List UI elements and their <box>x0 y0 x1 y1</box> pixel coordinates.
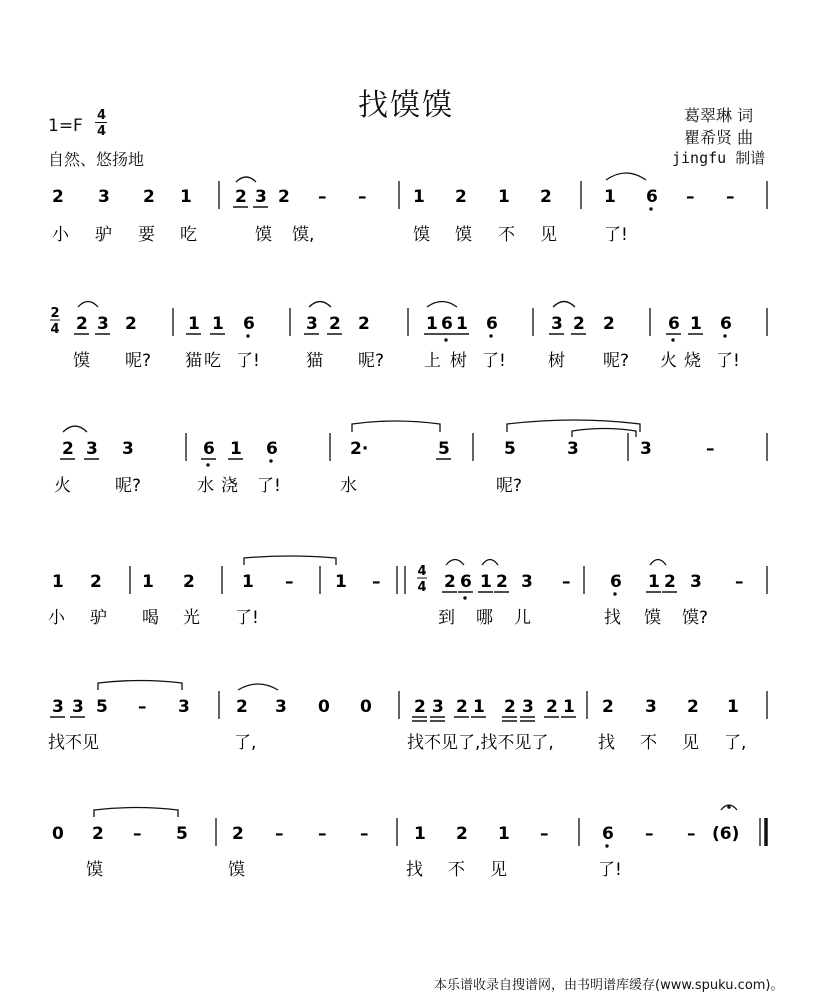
note: 5 <box>438 439 450 459</box>
lyric-syllable: 找 <box>406 860 423 880</box>
composer-credit: 瞿希贤 曲 <box>684 128 754 147</box>
lyrics-layer <box>48 225 746 880</box>
note: 1 <box>426 314 438 334</box>
note: 2 <box>540 187 552 207</box>
lyric-syllable: 找不见 <box>48 733 99 753</box>
low-octave-dot <box>671 338 674 341</box>
note: 6 <box>203 439 215 459</box>
lyricist-credit: 葛翠琳 词 <box>684 106 754 125</box>
note: 3 <box>275 697 287 717</box>
note: 3 <box>72 697 84 717</box>
dash-extension: – <box>562 572 571 592</box>
note: 1 <box>498 824 510 844</box>
lyric-syllable: 呢? <box>125 351 152 371</box>
song-title: 找馍馍 <box>358 88 454 123</box>
slur <box>553 302 575 308</box>
lyric-syllable: 吃 <box>180 225 197 245</box>
lyric-syllable: 馍 <box>86 860 103 880</box>
note: 2· <box>350 439 369 459</box>
lyric-syllable: 不 <box>640 733 657 753</box>
note: 3 <box>522 697 534 717</box>
note: 3 <box>432 697 444 717</box>
note: 3 <box>255 187 267 207</box>
note: 6 <box>266 439 278 459</box>
note: 1 <box>230 439 242 459</box>
dash-extension: – <box>372 572 381 592</box>
slur <box>236 177 256 182</box>
note: 1 <box>480 572 492 592</box>
note: 1 <box>242 572 254 592</box>
lyric-syllable: 了! <box>257 476 281 496</box>
note: 6 <box>243 314 255 334</box>
lyric-syllable: 呢? <box>603 351 630 371</box>
lyric-syllable: 小 <box>52 225 69 245</box>
note: 3 <box>690 572 702 592</box>
lyric-syllable: 了! <box>604 225 628 245</box>
lyric-syllable: 馍? <box>682 608 709 628</box>
note: 3 <box>52 697 64 717</box>
note: 2 <box>76 314 88 334</box>
lyric-syllable: 要 <box>138 225 155 245</box>
low-octave-dot <box>613 592 616 595</box>
lyric-syllable: 猫 <box>306 351 323 371</box>
dash-extension: – <box>706 439 715 459</box>
note: 2 <box>90 572 102 592</box>
note: 2 <box>125 314 137 334</box>
note: 1 <box>52 572 64 592</box>
note: 1 <box>212 314 224 334</box>
lyric-syllable: 呢? <box>358 351 385 371</box>
time-signature-bottom: 4 <box>417 580 427 595</box>
note: 2 <box>602 697 614 717</box>
note: 6 <box>610 572 622 592</box>
note: 3 <box>306 314 318 334</box>
note: 1 <box>648 572 660 592</box>
lyric-syllable: 了, <box>724 733 747 753</box>
note: 1 <box>456 314 468 334</box>
note: 2 <box>414 697 426 717</box>
note: 2 <box>664 572 676 592</box>
note: 1 <box>335 572 347 592</box>
time-signature-top: 4 <box>417 564 427 579</box>
low-octave-dot <box>605 844 608 847</box>
lyric-syllable: 了! <box>235 608 259 628</box>
note: 3 <box>567 439 579 459</box>
dash-extension: – <box>645 824 654 844</box>
note: 6 <box>668 314 680 334</box>
lyric-syllable: 了! <box>598 860 622 880</box>
lyric-syllable: 火 <box>54 476 71 496</box>
footer-source-note: 本乐谱收录自搜谱网，由书明谱库缓存(www.spuku.com)。 <box>434 978 784 993</box>
low-octave-dot <box>206 463 209 466</box>
note: 0 <box>360 697 372 717</box>
note: 3 <box>86 439 98 459</box>
note: 2 <box>236 697 248 717</box>
lyric-syllable: 浇 <box>221 476 238 496</box>
lyric-syllable: 馍 <box>413 225 430 245</box>
note: 3 <box>178 697 190 717</box>
low-octave-dot <box>463 596 466 599</box>
note: 1 <box>142 572 154 592</box>
lyric-syllable: 驴 <box>90 608 107 628</box>
note: 6 <box>486 314 498 334</box>
lyric-syllable: 上 <box>424 351 441 371</box>
note: 2 <box>92 824 104 844</box>
note: 6 <box>646 187 658 207</box>
note: 3 <box>640 439 652 459</box>
tie <box>244 556 336 565</box>
note: 2 <box>62 439 74 459</box>
lyric-syllable: 找不见了,找不见了, <box>407 733 554 753</box>
note: 2 <box>456 697 468 717</box>
lyric-syllable: 了! <box>716 351 740 371</box>
note: 2 <box>573 314 585 334</box>
dash-extension: – <box>138 697 147 717</box>
lyric-syllable: 不 <box>498 225 515 245</box>
lyric-syllable: 水 <box>340 476 357 496</box>
lyric-syllable: 吃 <box>204 351 221 371</box>
note: 2 <box>329 314 341 334</box>
dash-extension: – <box>318 187 327 207</box>
lyric-syllable: 了, <box>234 733 257 753</box>
slur <box>446 560 464 566</box>
lyric-syllable: 找 <box>598 733 615 753</box>
note: 3 <box>98 187 110 207</box>
lyric-syllable: 猫 <box>185 351 202 371</box>
lyric-syllable: 馍 <box>73 351 90 371</box>
slur <box>309 302 331 308</box>
note: 3 <box>97 314 109 334</box>
dash-extension: – <box>285 572 294 592</box>
lyric-syllable: 火 <box>660 351 677 371</box>
time-signature-bottom: 4 <box>50 322 60 337</box>
note: 1 <box>563 697 575 717</box>
time-signature-top: 2 <box>50 306 60 321</box>
note: 3 <box>551 314 563 334</box>
low-octave-dot <box>246 334 249 337</box>
note: 2 <box>444 572 456 592</box>
lyric-syllable: 馍 <box>228 860 245 880</box>
note: 1 <box>413 187 425 207</box>
slur <box>606 173 646 180</box>
lyric-syllable: 馍 <box>644 608 661 628</box>
low-octave-dot <box>269 459 272 462</box>
lyric-syllable: 馍 <box>255 225 272 245</box>
note: 2 <box>496 572 508 592</box>
note: 1 <box>690 314 702 334</box>
lyric-syllable: 喝 <box>142 608 159 628</box>
note: 6 <box>602 824 614 844</box>
note: 2 <box>456 824 468 844</box>
note: 5 <box>176 824 188 844</box>
slur <box>650 560 666 566</box>
note: 2 <box>546 697 558 717</box>
note: 5 <box>504 439 516 459</box>
note: 3 <box>645 697 657 717</box>
note: 6 <box>460 572 472 592</box>
note: 1 <box>188 314 200 334</box>
lyric-syllable: 不 <box>448 860 465 880</box>
lyric-syllable: 驴 <box>95 225 112 245</box>
lyric-syllable: 了! <box>482 351 506 371</box>
note: 2 <box>143 187 155 207</box>
lyric-syllable: 馍 <box>455 225 472 245</box>
lyric-syllable: 见 <box>540 225 557 245</box>
dash-extension: – <box>275 824 284 844</box>
fermata-dot <box>727 805 731 809</box>
note: 2 <box>278 187 290 207</box>
note: 3 <box>122 439 134 459</box>
dash-extension: – <box>735 572 744 592</box>
note: 0 <box>318 697 330 717</box>
lyric-syllable: 到 <box>438 608 455 628</box>
lyric-syllable: 烧 <box>684 351 701 371</box>
lyric-syllable: 树 <box>548 351 565 371</box>
key-signature: 1=F <box>48 116 83 136</box>
dash-extension: – <box>318 824 327 844</box>
note: 2 <box>358 314 370 334</box>
lyric-syllable: 见 <box>490 860 507 880</box>
lyric-syllable: 呢? <box>496 476 523 496</box>
dash-extension: – <box>133 824 142 844</box>
slur <box>427 302 457 308</box>
note: 2 <box>504 697 516 717</box>
note: 3 <box>521 572 533 592</box>
tie <box>94 808 178 818</box>
low-octave-dot <box>723 334 726 337</box>
expression-marking: 自然、悠扬地 <box>48 150 145 169</box>
lyric-syllable: 光 <box>183 608 200 628</box>
dash-extension: – <box>726 187 735 207</box>
lyric-syllable: 树 <box>450 351 467 371</box>
note: 1 <box>473 697 485 717</box>
note: 2 <box>232 824 244 844</box>
lyric-syllable: 见 <box>682 733 699 753</box>
note: (6) <box>712 824 740 844</box>
time-signature-2-4 <box>50 306 60 337</box>
lyric-syllable: 哪 <box>476 608 493 628</box>
lyric-syllable: 小 <box>48 608 65 628</box>
low-octave-dot <box>489 334 492 337</box>
time-signature-bottom: 4 <box>97 124 107 139</box>
lyric-syllable: 水 <box>197 476 214 496</box>
time-signature-top: 4 <box>97 108 107 123</box>
lyric-syllable: 馍, <box>292 225 315 245</box>
low-octave-dot <box>444 338 447 341</box>
lyric-syllable: 找 <box>604 608 621 628</box>
note: 5 <box>96 697 108 717</box>
dash-extension: – <box>687 824 696 844</box>
slur <box>482 560 498 566</box>
slur <box>238 684 278 690</box>
time-signature-4-4 <box>417 564 427 595</box>
note: 2 <box>183 572 195 592</box>
tie <box>572 429 636 438</box>
dash-extension: – <box>686 187 695 207</box>
dash-extension: – <box>358 187 367 207</box>
note: 1 <box>180 187 192 207</box>
lyric-syllable: 呢? <box>115 476 142 496</box>
note: 1 <box>414 824 426 844</box>
dash-extension: – <box>360 824 369 844</box>
note: 2 <box>52 187 64 207</box>
tie <box>352 421 440 432</box>
note: 2 <box>603 314 615 334</box>
slur <box>78 302 98 308</box>
note: 2 <box>687 697 699 717</box>
lyric-syllable: 儿 <box>514 608 531 628</box>
note: 0 <box>52 824 64 844</box>
note: 6 <box>441 314 453 334</box>
tie <box>98 681 182 691</box>
lyric-syllable: 了! <box>236 351 260 371</box>
note: 1 <box>604 187 616 207</box>
note: 2 <box>455 187 467 207</box>
note: 6 <box>720 314 732 334</box>
slur <box>63 426 87 432</box>
note: 1 <box>727 697 739 717</box>
note: 2 <box>235 187 247 207</box>
engraver-credit: jingfu 制谱 <box>672 149 766 167</box>
low-octave-dot <box>649 207 652 210</box>
note: 1 <box>498 187 510 207</box>
dash-extension: – <box>540 824 549 844</box>
